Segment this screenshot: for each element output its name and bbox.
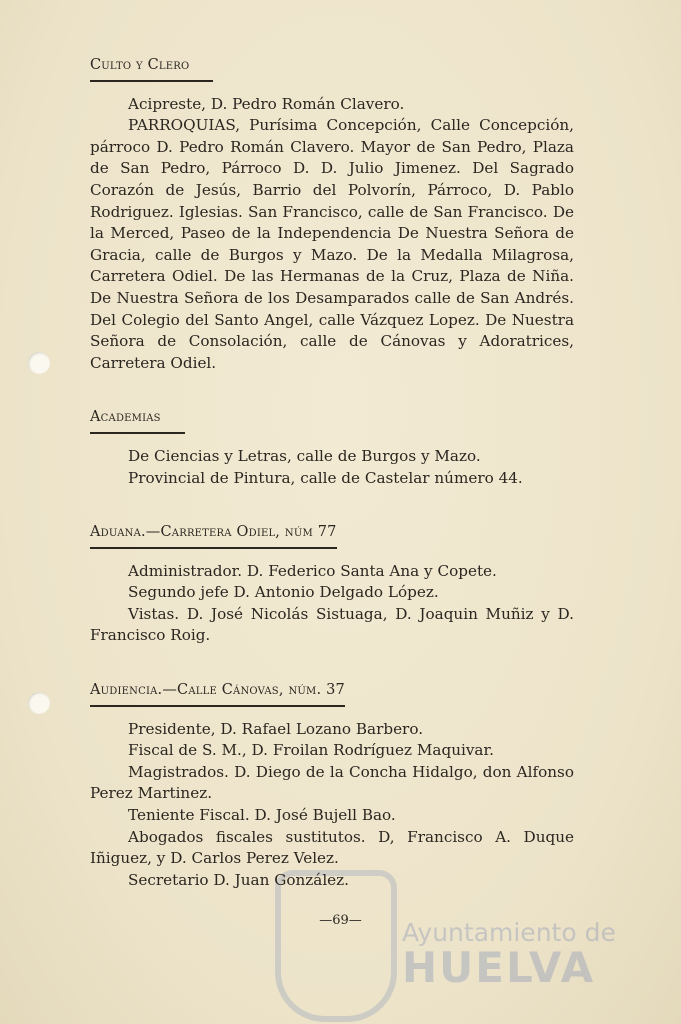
- paragraph: PARROQUIAS, Purísima Concepción, Calle Concepción, párroco D. Pedro Román Clavero. Mayor de San Pedro, Plaza de San Pedro, Párroco D. D. Julio Jimenez. Del Sagrado Corazón de Jesús, Barrio del Polvorín, Párroco, D. Pablo Rodriguez. Iglesias. San Francisco, calle de San Francisco. De la Merced, Paseo de la Independencia De Nuestra Señora de Gracia, calle de Burgos y Mazo. De la Medalla Milagrosa, Carretera Odiel. De las Hermanas de la Cruz, Plaza de Niña. De Nuestra Señora de los Desamparados calle de San Andrés. Del Colegio del Santo Angel, calle Vázquez Lopez. De Nuestra Señora de Consolación, calle de Cánovas y Adoratrices, Carretera Odiel.: [90, 116, 574, 372]
- paragraph: Magistrados. D. Diego de la Concha Hidalgo, don Alfonso Perez Martinez.: [90, 762, 574, 803]
- section-title: Audiencia.—Calle Cánovas, núm. 37: [90, 680, 345, 707]
- paragraph: Segundo jefe D. Antonio Delgado López.: [128, 583, 439, 602]
- document-body: [90, 54, 574, 923]
- paragraph: Secretario D. Juan González.: [128, 870, 350, 889]
- watermark-line2: HUELVA: [402, 943, 596, 992]
- watermark-logo: [402, 918, 616, 992]
- paragraph: De Ciencias y Letras, calle de Burgos y Mazo.: [128, 446, 481, 465]
- section-title: Academias: [90, 407, 185, 434]
- paragraph: Fiscal de S. M., D. Froilan Rodríguez Maquivar.: [128, 741, 494, 760]
- section-audiencia: [90, 679, 574, 891]
- paragraph: Acipreste, D. Pedro Román Clavero.: [128, 94, 405, 113]
- binding-hole: [28, 352, 50, 374]
- paragraph: Vistas. D. José Nicolás Sistuaga, D. Joaquin Muñiz y D. Francisco Roig.: [90, 604, 574, 645]
- paragraph: Administrador. D. Federico Santa Ana y Copete.: [128, 561, 497, 580]
- paragraph: Abogados fiscales sustitutos. D, Francisco A. Duque Iñiguez, y D. Carlos Perez Velez.: [90, 827, 574, 868]
- section-culto-y-clero: [90, 54, 574, 374]
- section-aduana: [90, 521, 574, 647]
- page-number: —69—: [319, 913, 362, 928]
- section-title: Aduana.—Carretera Odiel, núm 77: [90, 522, 337, 549]
- section-academias: [90, 406, 574, 489]
- paragraph: Provincial de Pintura, calle de Castelar número 44.: [128, 468, 523, 487]
- section-title: Culto y Clero: [90, 55, 213, 82]
- paragraph: Presidente, D. Rafael Lozano Barbero.: [128, 719, 424, 738]
- binding-hole: [28, 692, 50, 714]
- watermark-line1: Ayuntamiento de: [402, 918, 616, 947]
- paragraph: Teniente Fiscal. D. José Bujell Bao.: [128, 806, 396, 825]
